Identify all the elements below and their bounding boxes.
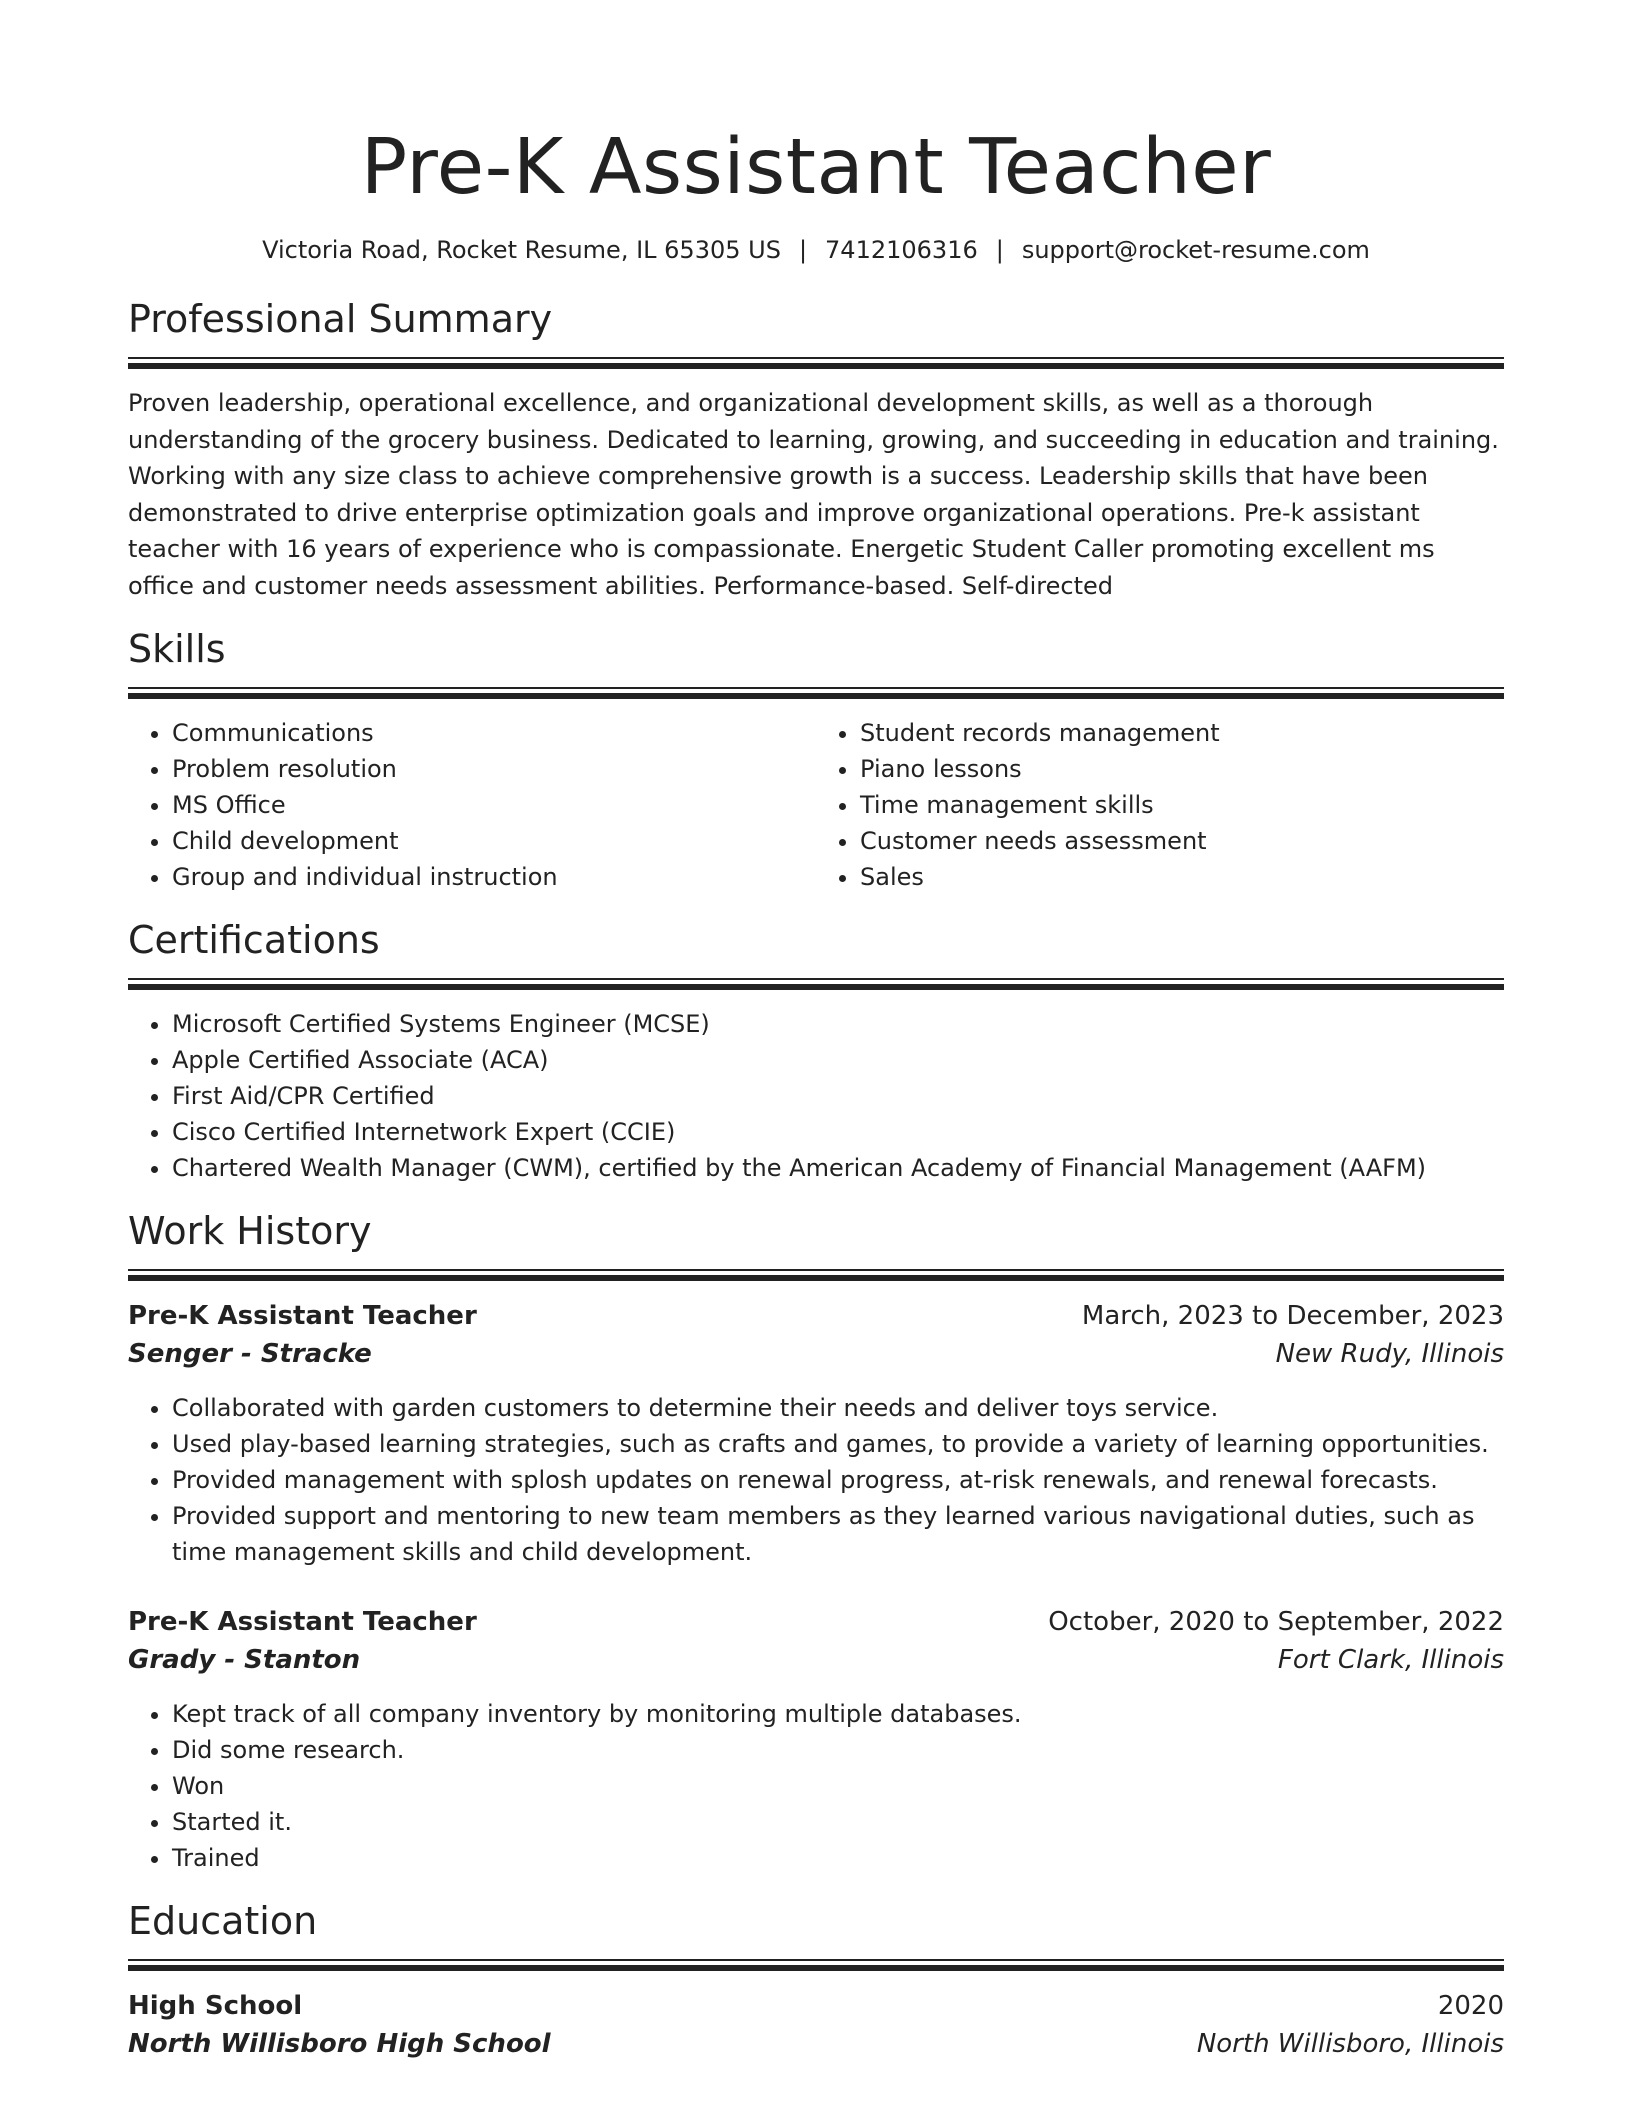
work-history-section [128, 1207, 1504, 1876]
contact-phone: 7412106316 [825, 236, 978, 264]
list-item: • Collaborated with garden customers to determine their needs and deliver toys service. [172, 1390, 1504, 1426]
education-section [128, 1897, 1504, 2063]
job-subheader [128, 1641, 1504, 1679]
list-item: • MS Office [172, 787, 816, 823]
list-item: • Group and individual instruction [172, 859, 816, 895]
list-item: • Trained [172, 1840, 1504, 1876]
list-item: • Used play-based learning strategies, such as crafts and games, to provide a variety of learning opportunities. [172, 1426, 1504, 1462]
section-divider [128, 1269, 1504, 1280]
job-subheader [128, 1335, 1504, 1373]
contact-line [128, 234, 1504, 266]
list-item: • Cisco Certified Internetwork Expert (CCIE) [172, 1114, 1504, 1150]
education-degree: High School [128, 1991, 303, 2021]
list-item: • Time management skills [860, 787, 1504, 823]
list-item: • Provided support and mentoring to new team members as they learned various navigational duties, such as time management skills and child development. [172, 1498, 1504, 1570]
section-title: Skills [128, 627, 226, 671]
section-divider [128, 687, 1504, 698]
job-bullets [128, 1696, 1504, 1876]
list-item: • Communications [172, 715, 816, 751]
education-year: 2020 [1437, 1991, 1504, 2021]
list-item: • First Aid/CPR Certified [172, 1078, 1504, 1114]
list-item: • Problem resolution [172, 751, 816, 787]
skills-section [128, 625, 1504, 895]
job-location: Fort Clark, Illinois [1277, 1645, 1504, 1675]
job-title: Pre-K Assistant Teacher [128, 1607, 477, 1637]
section-divider [128, 978, 1504, 989]
section-divider [128, 1959, 1504, 1970]
list-item: • Kept track of all company inventory by monitoring multiple databases. [172, 1696, 1504, 1732]
job-company: Senger - Stracke [128, 1339, 372, 1369]
skills-list-left [128, 715, 816, 895]
list-item: • Sales [860, 859, 1504, 895]
list-item: • Customer needs assessment [860, 823, 1504, 859]
job-company: Grady - Stanton [128, 1645, 361, 1675]
job-dates: October, 2020 to September, 2022 [1048, 1607, 1504, 1637]
job-dates: March, 2023 to December, 2023 [1081, 1301, 1504, 1331]
list-item: • Provided management with splosh updates on renewal progress, at-risk renewals, and renewal forecasts. [172, 1462, 1504, 1498]
education-school: North Willisboro High School [128, 2029, 551, 2059]
certifications-section [128, 916, 1504, 1186]
section-divider [128, 357, 1504, 368]
education-entry [128, 1987, 1504, 2063]
skills-list-right [816, 715, 1504, 895]
skills-grid [128, 715, 1504, 895]
job-entry [128, 1603, 1504, 1876]
job-entry [128, 1297, 1504, 1570]
job-header [128, 1297, 1504, 1335]
section-title: Education [128, 1899, 318, 1943]
resume-page [128, 0, 1504, 2063]
contact-separator: | [995, 236, 1004, 264]
job-bullets [128, 1390, 1504, 1570]
section-title: Professional Summary [128, 297, 553, 341]
list-item: • Child development [172, 823, 816, 859]
list-item: • Piano lessons [860, 751, 1504, 787]
summary-text: Proven leadership, operational excellence, and organizational development skills, as well as a thorough understanding of the grocery business. Dedicated to learning, growing, and succeeding in education and training. Working with any size class to achieve comprehensive growth is a success. Leadership skills that have been demonstrated to drive enterprise optimization goals and improve organizational operations. Pre-k assistant teacher with 16 years of experience who is compassionate. Energetic Student Caller promoting excellent ms office and customer needs assessment abilities. Performance-based. Self-directed [128, 389, 1499, 600]
education-location: North Willisboro, Illinois [1196, 2029, 1504, 2059]
education-header [128, 1987, 1504, 2025]
list-item: • Apple Certified Associate (ACA) [172, 1042, 1504, 1078]
certifications-list [128, 1006, 1504, 1186]
summary-section [128, 295, 1504, 604]
contact-separator: | [798, 236, 808, 264]
contact-email: support@rocket-resume.com [1021, 236, 1370, 264]
list-item: • Started it. [172, 1804, 1504, 1840]
list-item: • Chartered Wealth Manager (CWM), certified by the American Academy of Financial Management (AAFM) [172, 1150, 1504, 1186]
resume-name: Pre-K Assistant Teacher [360, 123, 1272, 212]
list-item: • Did some research. [172, 1732, 1504, 1768]
list-item: • Microsoft Certified Systems Engineer (MCSE) [172, 1006, 1504, 1042]
list-item: • Won [172, 1768, 1504, 1804]
contact-address: Victoria Road, Rocket Resume, IL 65305 US [262, 236, 781, 264]
job-location: New Rudy, Illinois [1275, 1339, 1504, 1369]
section-title: Work History [128, 1209, 372, 1253]
education-subheader [128, 2025, 1504, 2063]
job-header [128, 1603, 1504, 1641]
list-item: • Student records management [860, 715, 1504, 751]
section-title: Certifications [128, 918, 380, 962]
job-title: Pre-K Assistant Teacher [128, 1301, 477, 1331]
